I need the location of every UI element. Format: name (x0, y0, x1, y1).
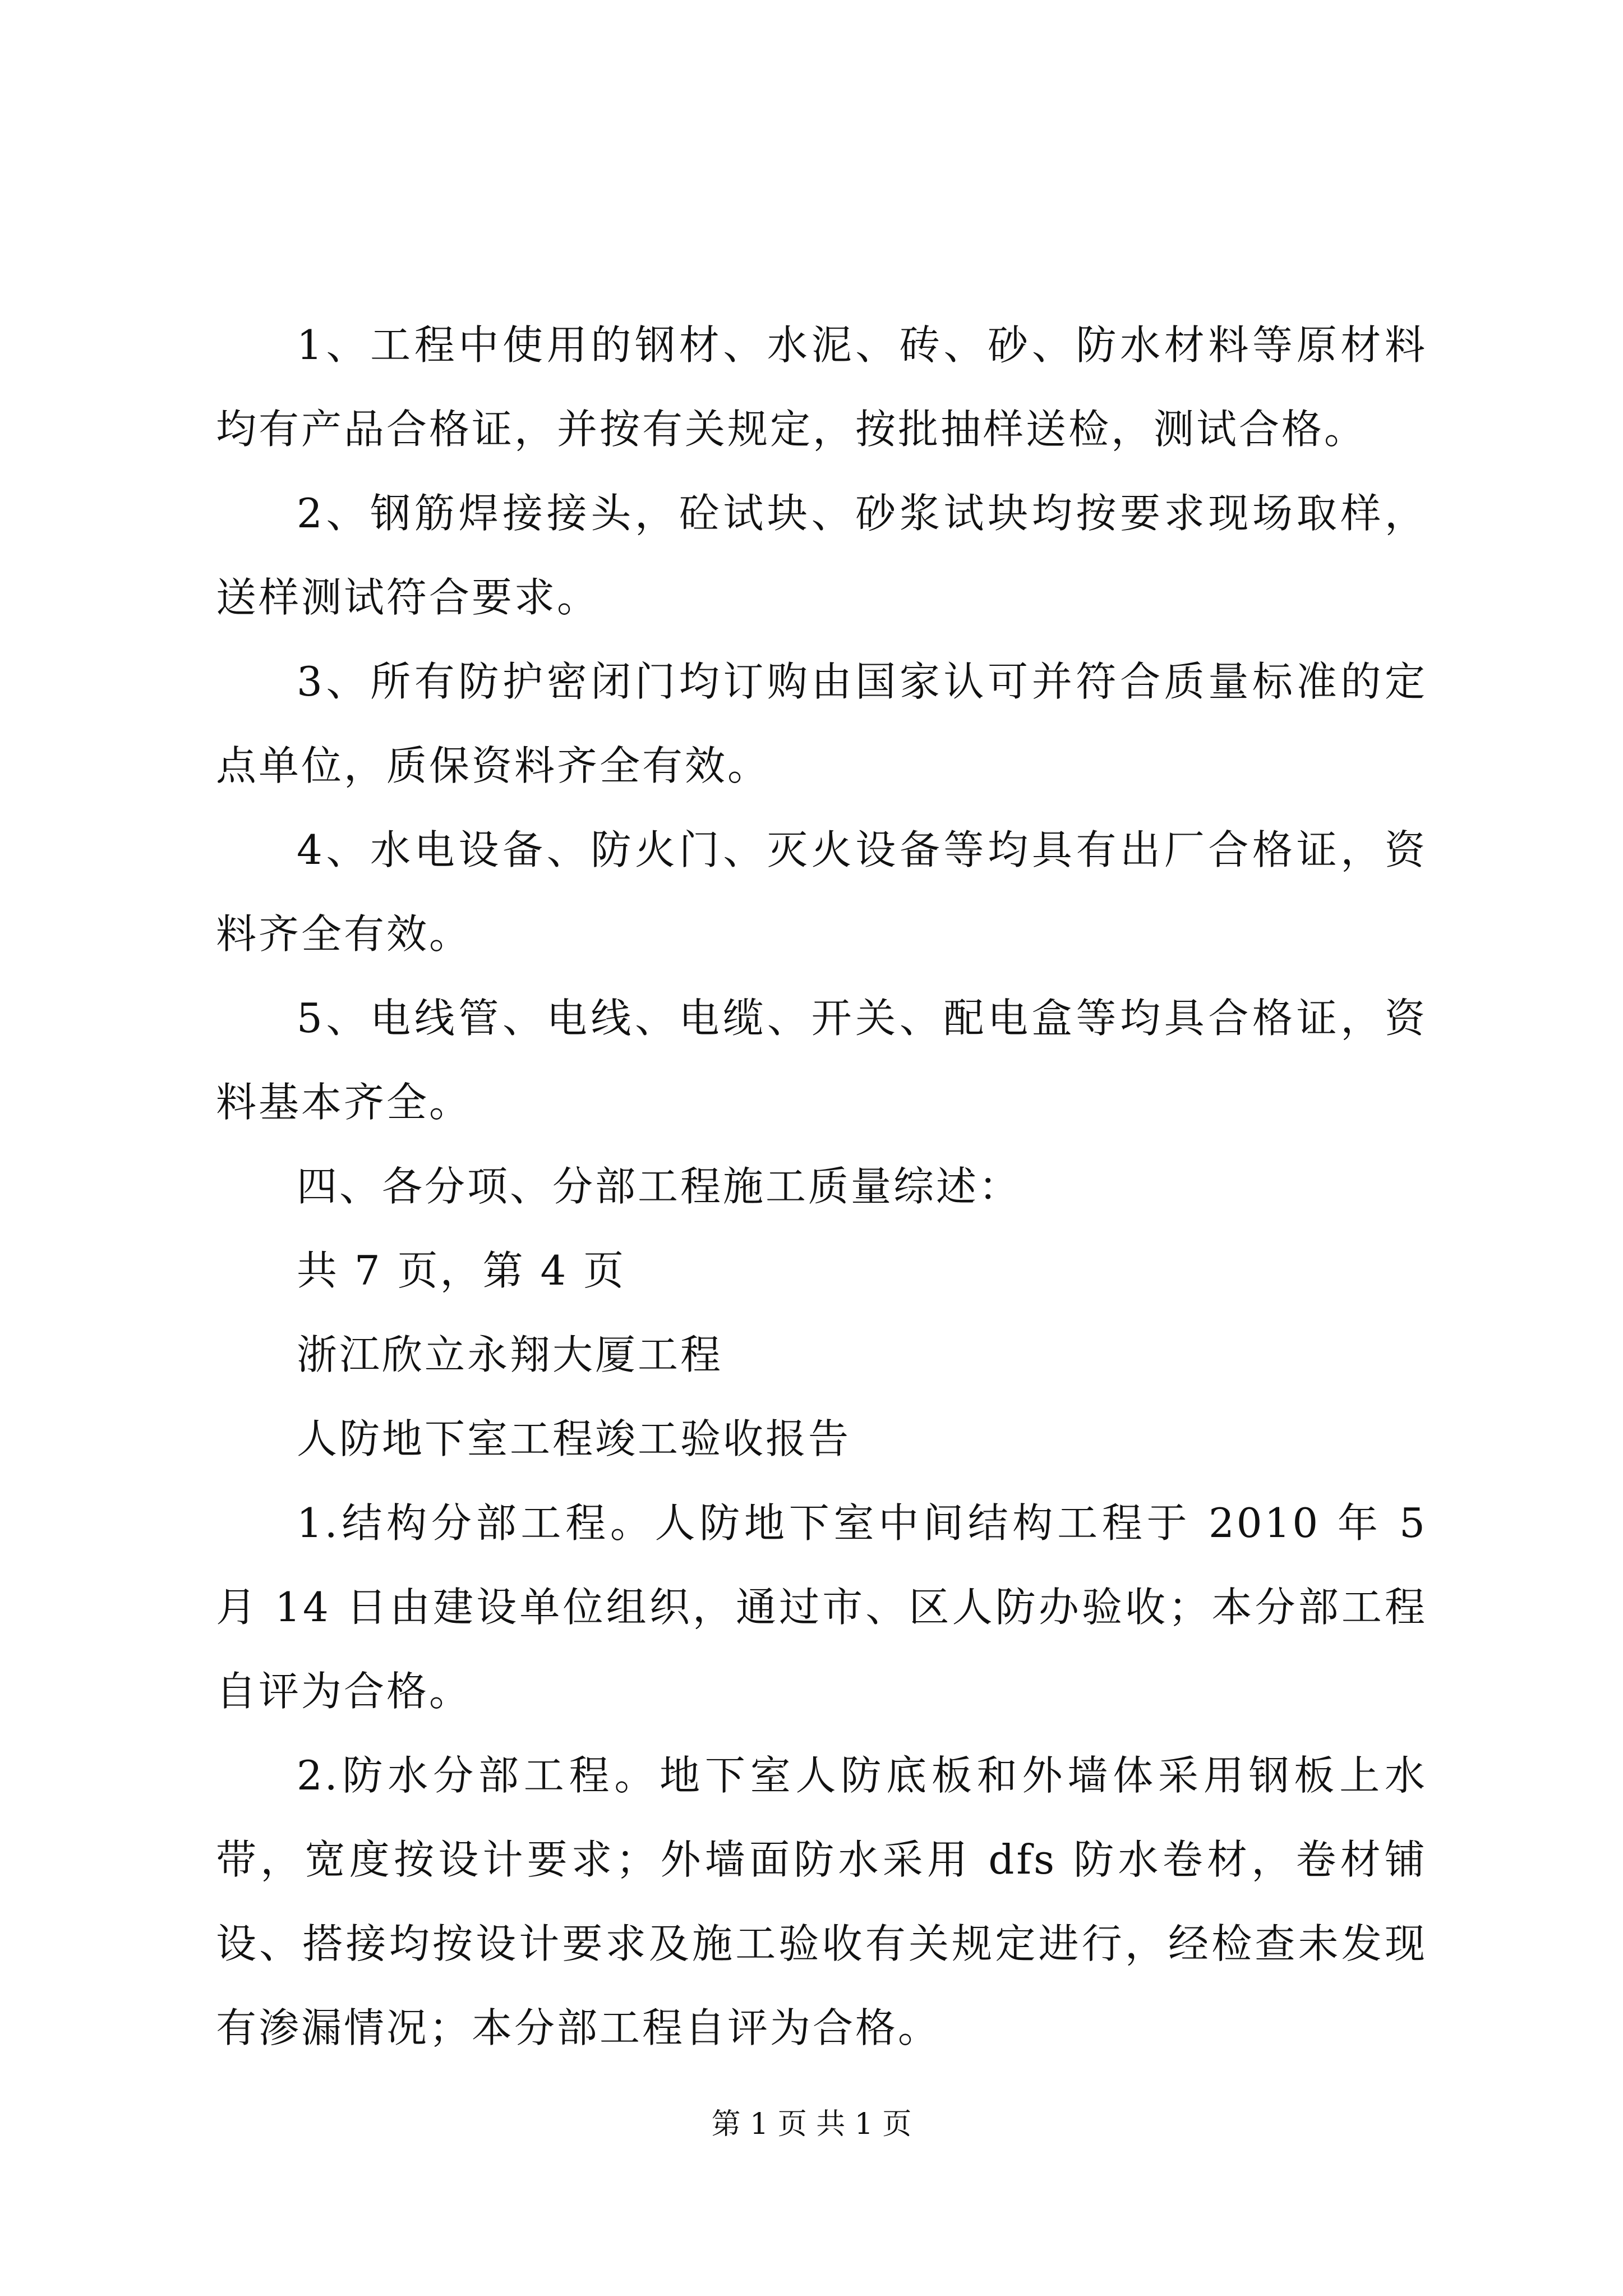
document-body (216, 303, 1427, 2070)
page-footer: 第 1 页 共 1 页 (711, 2108, 912, 2141)
section-heading-quality-summary: 四、各分项、分部工程施工质量综述： (297, 1163, 1022, 1210)
paragraph-structural-work: 1.结构分部工程。人防地下室中间结构工程于 2010 年 5 月 14 日由建设单位组织，通过市、区人防办验收；本分部工程自评为合格。 (216, 1499, 1427, 1715)
paragraph-waterproofing-work: 2.防水分部工程。地下室人防底板和外墙体采用钢板上水带，宽度按设计要求；外墙面防水采用 dfs 防水卷材，卷材铺设、搭接均按设计要求及施工验收有关规定进行，经检查未发现有渗漏情况；本分部工程自评为合格。 (216, 1752, 1427, 2051)
report-title: 人防地下室工程竣工验收报告 (297, 1415, 851, 1462)
paragraph-protective-doors: 3、所有防护密闭门均订购由国家认可并符合质量标准的定点单位，质保资料齐全有效。 (216, 658, 1427, 789)
paragraph-rebar-sampling: 2、钢筋焊接接头，砼试块、砂浆试块均按要求现场取样，送样测试符合要求。 (216, 490, 1427, 621)
paragraph-materials-certification: 1、工程中使用的钢材、水泥、砖、砂、防水材料等原材料均有产品合格证，并按有关规定，按批抽样送检，测试合格。 (216, 321, 1427, 453)
paragraph-equipment-certificates: 4、水电设备、防火门、灭火设备等均具有出厂合格证，资料齐全有效。 (216, 826, 1427, 958)
paragraph-electrical-materials: 5、电线管、电线、电缆、开关、配电盒等均具合格证，资料基本齐全。 (216, 995, 1427, 1126)
page-count-note: 共 7 页，第 4 页 (297, 1247, 626, 1294)
project-name: 浙江欣立永翔大厦工程 (297, 1331, 723, 1378)
